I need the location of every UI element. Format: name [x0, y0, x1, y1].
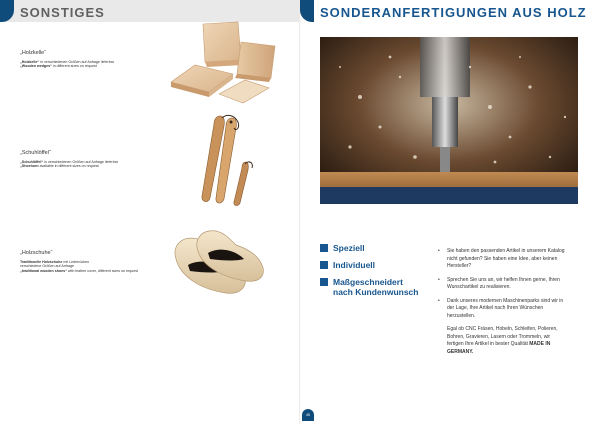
wooden-clogs-image — [168, 225, 268, 305]
product-desc-bold: „Wooden wedges“ — [20, 64, 52, 69]
product-holzkelle — [20, 50, 160, 69]
left-page-title: SONSTIGES — [20, 5, 105, 20]
bullet-dot-icon: • — [438, 276, 440, 283]
closing-paragraph — [436, 326, 566, 356]
page-gutter — [299, 0, 301, 424]
product-desc-bold: „Schuhlöffel“ — [20, 160, 44, 164]
product-desc-rest: mit Lederrücken — [62, 260, 90, 264]
bullet-text: Sie haben den passenden Artikel in unserem Katalog nicht gefunden? Sie haben eine Idee, aber keinen Hersteller? — [447, 248, 565, 269]
bullet-dot-icon: • — [438, 297, 440, 304]
feature-label: Speziell — [333, 243, 365, 253]
product-desc-rest: available in different sizes on request — [38, 164, 99, 169]
feature-item — [320, 243, 425, 253]
feature-label: Individuell — [333, 260, 376, 270]
bullet-list — [436, 248, 566, 356]
bullet-dot-icon: • — [438, 248, 440, 254]
square-bullet-icon — [320, 261, 328, 269]
paragraph-text: Egal ob CNC Fräsen, Hobeln, Schleifen, Polieren, Bohren, Gravieren, Lasern oder Trommeln, wir fertigen Ihre Artikel in bester Qualität — [447, 326, 558, 347]
product-desc-bold: Traditionelle Holzschuhe — [20, 260, 63, 264]
product-desc-rest: in different sizes on request — [51, 64, 97, 69]
feature-item — [320, 260, 425, 270]
cnc-milling-photo — [320, 37, 578, 204]
shoehorns-image — [190, 112, 265, 207]
product-desc-rest: verschiedene Größen auf Anfrage — [20, 264, 74, 269]
bullet-text: Sprechen Sie uns an, wir helfen Ihnen gerne, Ihren Wunschartikel zu realisieren. — [447, 276, 560, 290]
features-list — [320, 243, 425, 304]
right-header-bar — [300, 0, 600, 22]
bullet-item — [436, 277, 566, 292]
product-title: „Schuhlöffel“ — [20, 150, 51, 156]
product-desc-bold: „Holzkelle“ — [20, 60, 40, 64]
bullet-item — [436, 248, 566, 271]
product-desc-rest: in verschiedenen Größen auf Anfrage lieferbar — [39, 60, 114, 64]
product-holzschuhe — [20, 250, 160, 273]
feature-item — [320, 277, 425, 297]
wooden-blocks-image — [165, 20, 280, 105]
product-desc-line — [20, 164, 160, 168]
made-in-germany: MADE IN GERMANY. — [447, 341, 551, 355]
product-desc-bold: „traditional wooden shoes“ — [20, 268, 67, 273]
bullet-text: Dank unseres modernen Maschinenparks sind wir in der Lage, Ihre Artikel nach Ihren Wünschen herzustellen. — [447, 297, 564, 319]
left-header-bar — [0, 0, 300, 22]
bullet-item — [436, 298, 566, 321]
product-desc-line — [20, 64, 160, 68]
product-desc-rest: with leather cover, different sizes on request — [66, 268, 138, 273]
square-bullet-icon — [320, 244, 328, 252]
product-desc-rest: in verschiedenen Größen auf Anfrage lieferbar — [43, 160, 118, 164]
product-title: „Holzschuhe“ — [20, 250, 53, 256]
feature-label: Maßgeschneidert nach Kundenwunsch — [333, 277, 419, 297]
product-desc-bold: „Shoehorn — [20, 164, 39, 169]
product-schuhloeffel — [20, 150, 160, 169]
right-page-title: SONDERANFERTIGUNGEN AUS HOLZ — [320, 5, 587, 20]
square-bullet-icon — [320, 278, 328, 286]
page-number: 45 — [302, 409, 314, 421]
product-desc-line — [20, 269, 160, 273]
product-title: „Holzkelle“ — [20, 50, 46, 56]
